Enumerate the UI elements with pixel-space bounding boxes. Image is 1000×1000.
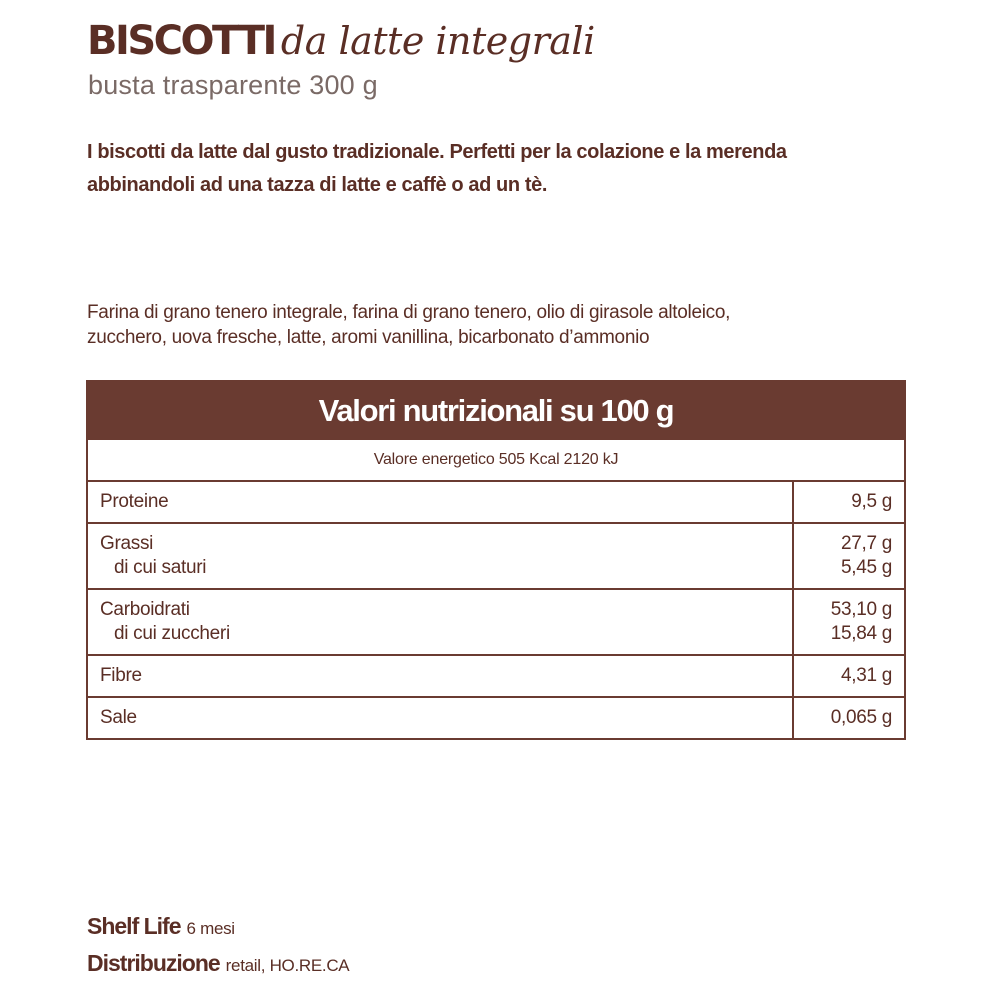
nutrient-value: 27,7 g (840, 533, 892, 554)
nutrient-sub-value: 15,84 g (830, 623, 892, 644)
package-subtitle: busta trasparente 300 g (88, 70, 378, 100)
shelf-life-value: 6 mesi (186, 919, 235, 938)
nutrition-row-grassi (88, 524, 904, 590)
nutrient-label: Grassi (100, 533, 154, 554)
ingredients-line: Farina di grano tenero integrale, farina di grano tenero, olio di girasole altoleico, (87, 302, 731, 323)
nutrient-value: 53,10 g (830, 599, 892, 620)
nutrient-value-cell (794, 524, 904, 588)
nutrition-table (86, 380, 906, 740)
nutrient-value: 0,065 g (830, 707, 892, 728)
nutrient-label: Sale (88, 698, 794, 738)
nutrient-value: 4,31 g (840, 665, 892, 686)
distribution-label: Distribuzione (87, 950, 220, 976)
product-title (87, 18, 595, 68)
nutrient-value-cell (794, 590, 904, 654)
nutrition-table-header: Valori nutrizionali su 100 g (88, 382, 904, 440)
nutrient-sub-value: 5,45 g (840, 557, 892, 578)
nutrient-label: Proteine (88, 482, 794, 522)
product-description (87, 136, 917, 202)
distribution-value: retail, HO.RE.CA (225, 956, 350, 975)
product-title-script: da latte integrali (280, 19, 595, 63)
description-line: abbinandoli ad una tazza di latte e caffè o ad un tè. (87, 174, 547, 196)
nutrition-row-fibre (88, 656, 904, 698)
shelf-life-line (87, 913, 235, 940)
nutrient-sub-label: di cui saturi (114, 557, 207, 578)
nutrient-sub-label: di cui zuccheri (114, 623, 230, 644)
product-title-bold: BISCOTTI (87, 18, 275, 64)
nutrition-row-proteine (88, 482, 904, 524)
nutrition-row-sale (88, 698, 904, 738)
ingredients-text (87, 300, 927, 350)
nutrient-label-cell (88, 524, 794, 588)
nutrient-label-cell (88, 590, 794, 654)
description-line: I biscotti da latte dal gusto tradizionale. Perfetti per la colazione e la merenda (87, 141, 787, 163)
shelf-life-label: Shelf Life (87, 913, 181, 939)
nutrient-label: Carboidrati (100, 599, 190, 620)
nutrient-label: Fibre (88, 656, 794, 696)
ingredients-line: zucchero, uova fresche, latte, aromi vanillina, bicarbonato d’ammonio (87, 327, 650, 348)
energy-value-row: Valore energetico 505 Kcal 2120 kJ (88, 440, 904, 482)
nutrition-row-carboidrati (88, 590, 904, 656)
nutrient-value: 9,5 g (851, 491, 892, 512)
distribution-line (87, 950, 349, 977)
